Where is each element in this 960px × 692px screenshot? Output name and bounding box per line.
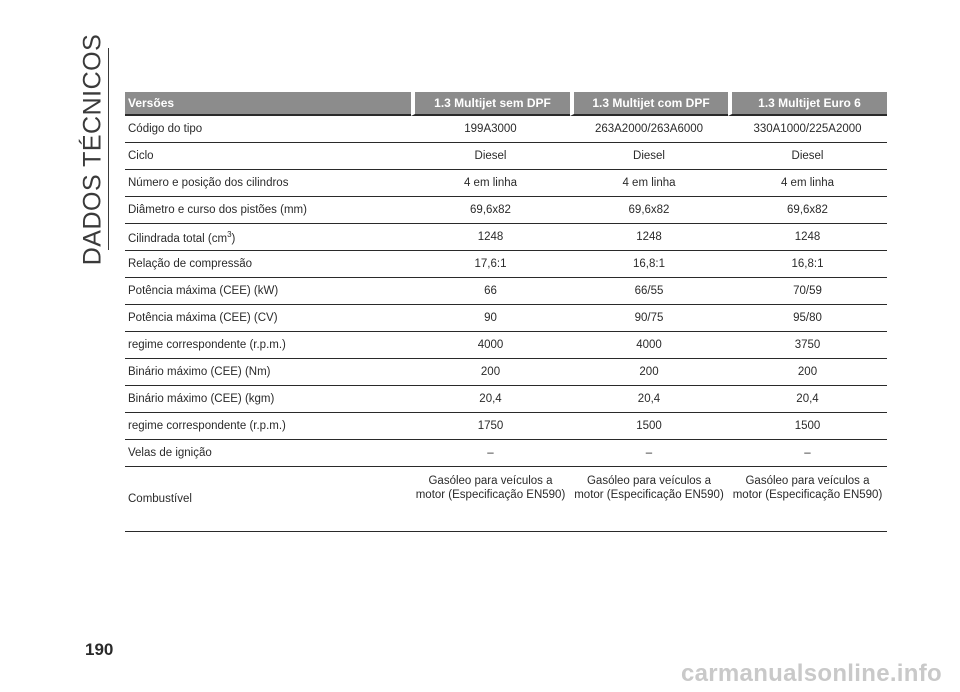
- cell-value: 16,8:1: [570, 251, 728, 278]
- page-number: 190: [85, 640, 114, 659]
- cell-value: 199A3000: [411, 116, 570, 143]
- row-label-tail: ): [231, 232, 236, 245]
- cell-value: 95/80: [728, 305, 887, 332]
- table-row: [125, 440, 887, 467]
- row-label: Potência máxima (CEE) (kW): [125, 278, 411, 305]
- cell-value: Gasóleo para veículos a motor (Especificação EN590): [728, 467, 887, 532]
- cell-value: 3750: [728, 332, 887, 359]
- table-row: [125, 143, 887, 170]
- cell-value: 1248: [728, 224, 887, 251]
- cell-value: 66/55: [570, 278, 728, 305]
- row-label: Diâmetro e curso dos pistões (mm): [125, 197, 411, 224]
- cell-value: 69,6x82: [411, 197, 570, 224]
- cell-value: 90: [411, 305, 570, 332]
- row-label: regime correspondente (r.p.m.): [125, 332, 411, 359]
- cell-value: 4 em linha: [728, 170, 887, 197]
- cell-value: 1500: [728, 413, 887, 440]
- cell-value: 330A1000/225A2000: [728, 116, 887, 143]
- row-label-superscript: 3: [227, 229, 232, 239]
- cell-value: 1248: [570, 224, 728, 251]
- cell-value: 20,4: [411, 386, 570, 413]
- cell-value: –: [411, 440, 570, 467]
- cell-value: 69,6x82: [728, 197, 887, 224]
- cell-value: Diesel: [728, 143, 887, 170]
- specs-table: [125, 92, 887, 532]
- section-divider: [108, 48, 109, 250]
- cell-value: 4000: [411, 332, 570, 359]
- row-label: regime correspondente (r.p.m.): [125, 413, 411, 440]
- cell-value: 200: [570, 359, 728, 386]
- row-label: Potência máxima (CEE) (CV): [125, 305, 411, 332]
- cell-value: 1248: [411, 224, 570, 251]
- table-header-row: [125, 92, 887, 116]
- table-row: [125, 386, 887, 413]
- table-row: [125, 278, 887, 305]
- cell-value: –: [570, 440, 728, 467]
- cell-value: 1750: [411, 413, 570, 440]
- cell-value: 20,4: [728, 386, 887, 413]
- cell-value: Gasóleo para veículos a motor (Especificação EN590): [570, 467, 728, 532]
- cell-value: 17,6:1: [411, 251, 570, 278]
- cell-value: –: [728, 440, 887, 467]
- header-versions: Versões: [125, 92, 411, 116]
- row-label: Binário máximo (CEE) (kgm): [125, 386, 411, 413]
- table-row: [125, 467, 887, 532]
- table-row: [125, 251, 887, 278]
- cell-value: 16,8:1: [728, 251, 887, 278]
- row-label: [125, 224, 411, 251]
- header-version-1: 1.3 Multijet sem DPF: [411, 92, 570, 116]
- row-label: Combustível: [125, 467, 411, 532]
- cell-value: 66: [411, 278, 570, 305]
- table-row: [125, 305, 887, 332]
- cell-value: 200: [728, 359, 887, 386]
- cell-value: 4 em linha: [570, 170, 728, 197]
- row-label: Ciclo: [125, 143, 411, 170]
- table-row: [125, 197, 887, 224]
- cell-value: 263A2000/263A6000: [570, 116, 728, 143]
- table-row: [125, 170, 887, 197]
- row-label: Código do tipo: [125, 116, 411, 143]
- row-label: Relação de compressão: [125, 251, 411, 278]
- cell-value: Diesel: [570, 143, 728, 170]
- cell-value: 4000: [570, 332, 728, 359]
- row-label: Número e posição dos cilindros: [125, 170, 411, 197]
- cell-value: 90/75: [570, 305, 728, 332]
- cell-value: 20,4: [570, 386, 728, 413]
- row-label-text: Cilindrada total (cm: [128, 232, 228, 245]
- row-label: Velas de ignição: [125, 440, 411, 467]
- cell-value: 70/59: [728, 278, 887, 305]
- cell-value: 1500: [570, 413, 728, 440]
- header-version-2: 1.3 Multijet com DPF: [570, 92, 728, 116]
- watermark-text: carmanualsonline.info: [680, 660, 942, 687]
- cell-value: Gasóleo para veículos a motor (Especificação EN590): [411, 467, 570, 532]
- header-version-3: 1.3 Multijet Euro 6: [728, 92, 887, 116]
- cell-value: Diesel: [411, 143, 570, 170]
- table-row: [125, 116, 887, 143]
- table-row: [125, 332, 887, 359]
- cell-value: 69,6x82: [570, 197, 728, 224]
- table-row: [125, 359, 887, 386]
- table-row: [125, 413, 887, 440]
- cell-value: 200: [411, 359, 570, 386]
- cell-value: 4 em linha: [411, 170, 570, 197]
- row-label: Binário máximo (CEE) (Nm): [125, 359, 411, 386]
- section-title-text: DADOS TÉCNICOS: [78, 33, 107, 265]
- section-title: [78, 33, 107, 265]
- table-row: [125, 224, 887, 251]
